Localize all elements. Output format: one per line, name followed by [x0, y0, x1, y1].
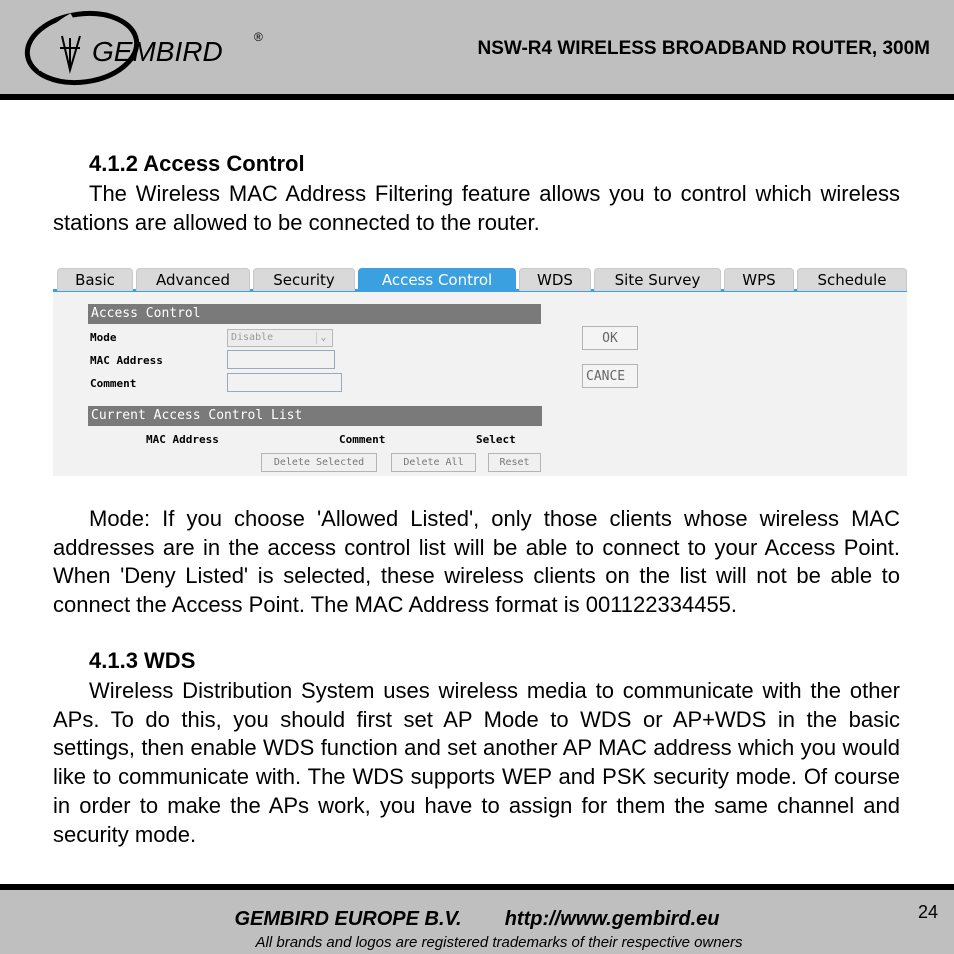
comment-field[interactable] [227, 373, 342, 392]
column-header-mac: MAC Address [146, 433, 219, 446]
document-title: NSW-R4 WIRELESS BROADBAND ROUTER, 300M [477, 38, 930, 59]
mode-select-value: Disable [231, 332, 274, 343]
page-number: 24 [917, 902, 938, 922]
mac-address-label: MAC Address [90, 354, 163, 367]
page-footer [0, 884, 954, 954]
footer-company: GEMBIRD EUROPE B.V. [234, 908, 462, 930]
wds-paragraph: Wireless Distribution System uses wireless media to communicate with the other APs. To do this, you should first set AP Mode to WDS or AP+WDS in the basic settings, then enable WDS function and set another AP MAC address which you would like to communicate with. The WDS supports WEP and PSK security mode. Of course in order to make the APs work, you have to assign for them the same channel and security mode. [53, 678, 900, 847]
mode-select[interactable] [227, 329, 333, 347]
tab-wds[interactable]: WDS [519, 268, 591, 291]
tab-wps[interactable]: WPS [724, 268, 794, 291]
gembird-logo [22, 8, 263, 92]
reset-button[interactable]: Reset [488, 453, 541, 472]
tab-basic[interactable]: Basic [57, 268, 133, 291]
mode-label: Mode [90, 331, 117, 344]
access-control-paragraph: The Wireless MAC Address Filtering feature allows you to control which wireless stations are allowed to be connected to the router. [53, 181, 900, 235]
footer-trademark: All brands and logos are registered trademarks of their respective owners [255, 934, 743, 951]
section-heading-wds: 4.1.3 WDS [89, 648, 196, 673]
ok-button[interactable]: OK [582, 326, 638, 350]
tab-advanced[interactable]: Advanced [136, 268, 250, 291]
footer-main-line [0, 908, 954, 931]
tab-bar [53, 266, 907, 292]
section-heading-access-control: 4.1.2 Access Control [89, 151, 305, 176]
delete-selected-button[interactable]: Delete Selected [261, 453, 377, 472]
comment-label: Comment [90, 377, 137, 390]
tab-site-survey[interactable]: Site Survey [594, 268, 721, 291]
tab-security[interactable]: Security [253, 268, 355, 291]
current-list-section-bar: Current Access Control List [88, 406, 542, 426]
mode-paragraph: Mode: If you choose 'Allowed Listed', only those clients whose wireless MAC addresses are in the access control list will be able to connect to your Access Point. When 'Deny Listed' is selected, these wireless clients on the list will not be able to connect the Access Point. The MAC Address format is 001122334455. [53, 506, 900, 618]
tab-access-control[interactable]: Access Control [358, 268, 516, 291]
footer-url[interactable]: http://www.gembird.eu [504, 908, 720, 930]
column-header-select: Select [476, 433, 516, 446]
delete-all-button[interactable]: Delete All [391, 453, 476, 472]
logo-text: GEMBIRD [92, 36, 223, 67]
page-header [0, 0, 954, 100]
logo-registered-mark: ® [254, 30, 263, 44]
tab-schedule[interactable]: Schedule [797, 268, 907, 291]
mac-address-field[interactable] [227, 350, 335, 369]
chevron-down-icon: ⌄ [316, 332, 330, 344]
router-ui-screenshot [53, 266, 907, 476]
access-control-section-bar: Access Control [88, 304, 541, 324]
cancel-button[interactable]: CANCE [582, 364, 638, 388]
column-header-comment: Comment [339, 433, 386, 446]
